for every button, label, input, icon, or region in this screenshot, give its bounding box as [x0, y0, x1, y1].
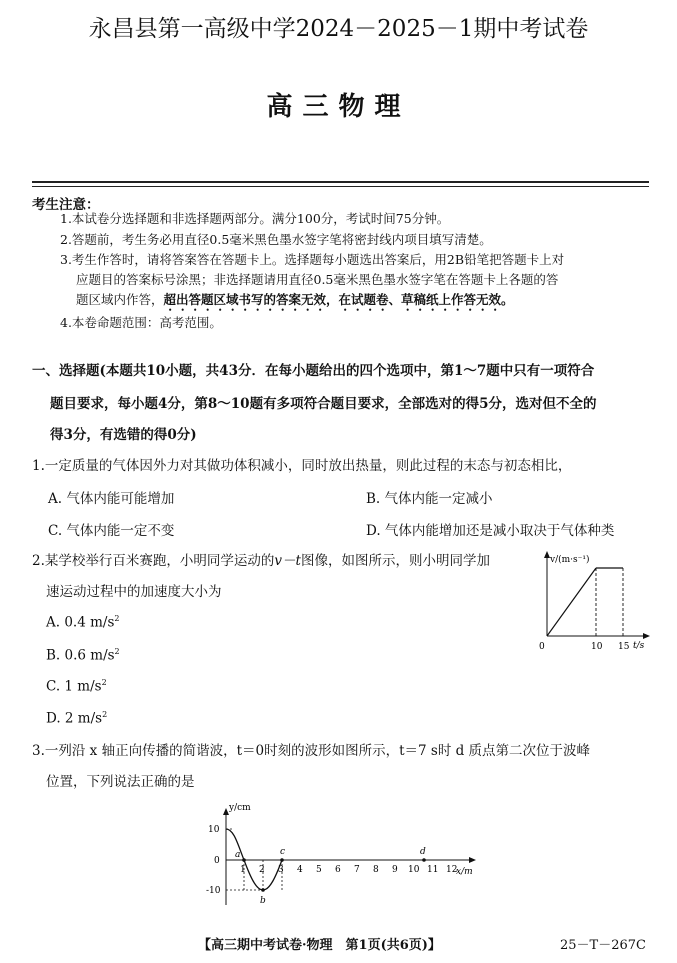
wave-graph	[200, 800, 485, 912]
vt-origin: 0	[539, 642, 545, 652]
question-1-stem: 1.一定质量的气体因外力对其做功体积减小，同时放出热量，则此过程的末态与初态相比，	[32, 458, 572, 474]
wave-x-tick: 5	[316, 865, 322, 875]
section-heading: 一、选择题(本题共10小题，共43分．在每小题给出的四个选项中，第1～7题中只有一项符合	[32, 363, 595, 379]
point-d	[422, 858, 426, 862]
question-2-option-d	[46, 710, 107, 727]
wave-x-tick: 8	[373, 865, 379, 875]
question-1-option-a: A. 气体内能可能增加	[48, 491, 175, 507]
notice-item: 应题目的答案标号涂黑；非选择题请用直径0.5毫米黑色墨水签字笔在答题卡上各题的答	[76, 272, 559, 287]
question-2-stem	[32, 550, 490, 572]
wave-y-tick-neg10: -10	[206, 886, 221, 896]
header-rule-thin	[32, 186, 649, 187]
question-3-stem-cont: 位置，下列说法正确的是	[46, 774, 195, 790]
option-text: D. 2 m/s	[46, 710, 103, 727]
question-1-option-d: D. 气体内能增加还是减小取决于气体种类	[366, 523, 615, 539]
wave-x-tick: 11	[427, 865, 439, 875]
notice-item-text: 题区域内作答，	[76, 292, 164, 307]
vt-y-label: v/(m·s⁻¹)	[550, 555, 590, 565]
page-footer: 【高三期中考试卷·物理 第1页(共6页)】	[198, 938, 441, 953]
option-sup: 2	[114, 647, 120, 656]
question-2-option-c	[46, 678, 107, 695]
option-sup: 2	[101, 678, 107, 687]
option-text: A. 0.4 m/s	[46, 614, 115, 631]
exam-title: 永昌县第一高级中学2024－2025－1期中考试卷	[88, 16, 589, 42]
vt-tick-10: 10	[591, 642, 603, 652]
notice-heading: 考生注意：	[32, 197, 100, 213]
option-sup: 2	[102, 710, 108, 719]
question-2-option-b	[46, 647, 120, 664]
wave-y-tick-10: 10	[208, 825, 220, 835]
wave-x-tick: 3	[278, 865, 284, 875]
wave-x-arrow	[469, 857, 476, 863]
question-3-stem: 3.一列沿 x 轴正向传播的简谐波，t＝0时刻的波形如图所示，t＝7 s时 d 质点第二次位于波峰	[32, 743, 591, 759]
label-d: d	[420, 847, 426, 857]
section-heading: 题目要求，每小题4分，第8～10题有多项符合题目要求，全部选对的得5分，选对但不全的	[50, 396, 597, 412]
notice-item: 4.本卷命题范围：高考范围。	[60, 315, 222, 330]
question-2-stem-cont: 速运动过程中的加速度大小为	[46, 584, 222, 600]
point-b	[261, 888, 265, 892]
question-1-option-c: C. 气体内能一定不变	[48, 523, 175, 539]
notice-item: 3.考生作答时，请将答案答在答题卡上。选择题每小题选出答案后，用2B铅笔把答题卡上对	[60, 252, 565, 267]
notice-item-line	[76, 290, 514, 314]
option-sup: 2	[114, 614, 120, 623]
wave-x-tick: 1	[240, 865, 246, 875]
label-c: c	[280, 847, 286, 857]
wave-x-tick: 12	[446, 865, 458, 875]
header-rule	[32, 181, 649, 183]
wave-x-tick: 7	[354, 865, 360, 875]
option-text: C. 1 m/s	[46, 678, 102, 695]
vt-symbol: v－t	[274, 553, 301, 569]
wave-x-tick: 6	[335, 865, 341, 875]
question-1-option-b: B. 气体内能一定减小	[366, 491, 493, 507]
option-text: B. 0.6 m/s	[46, 647, 115, 664]
vt-x-label: t/s	[633, 641, 645, 651]
section-heading: 得3分，有选错的得0分)	[50, 427, 197, 443]
label-a: a	[235, 850, 241, 860]
wave-x-tick: 2	[259, 865, 265, 875]
notice-item: 2.答题前，考生务必用直径0.5毫米黑色墨水签字笔将密封线内项目填写清楚。	[60, 232, 492, 247]
wave-x-tick: 9	[392, 865, 398, 875]
label-b: b	[260, 896, 266, 906]
question-2-stem-text: 2.某学校举行百米赛跑，小明同学运动的	[32, 553, 275, 569]
point-a	[242, 858, 246, 862]
exam-subtitle: 高三物理	[266, 92, 411, 122]
wave-x-tick: 10	[408, 865, 420, 875]
wave-x-label: x/m	[456, 867, 473, 877]
vt-accel-line	[547, 568, 596, 636]
vt-x-arrow	[643, 633, 650, 639]
notice-item: 1.本试卷分选择题和非选择题两部分。满分100分，考试时间75分钟。	[60, 211, 450, 226]
paper-code: 25－T－267C	[560, 938, 646, 953]
vt-tick-15: 15	[618, 642, 630, 652]
question-2-option-a	[46, 614, 119, 631]
notice-emphasis: 超出答题区域书写的答案无效，在试题卷、草稿纸上作答无效。	[163, 292, 514, 307]
wave-y-tick-0: 0	[214, 856, 220, 866]
question-2-stem-text: 图像，如图所示，则小明同学加	[300, 553, 490, 569]
wave-x-tick: 4	[297, 865, 303, 875]
vt-graph	[536, 548, 656, 654]
wave-y-label: y/cm	[229, 803, 251, 813]
point-c	[280, 858, 284, 862]
